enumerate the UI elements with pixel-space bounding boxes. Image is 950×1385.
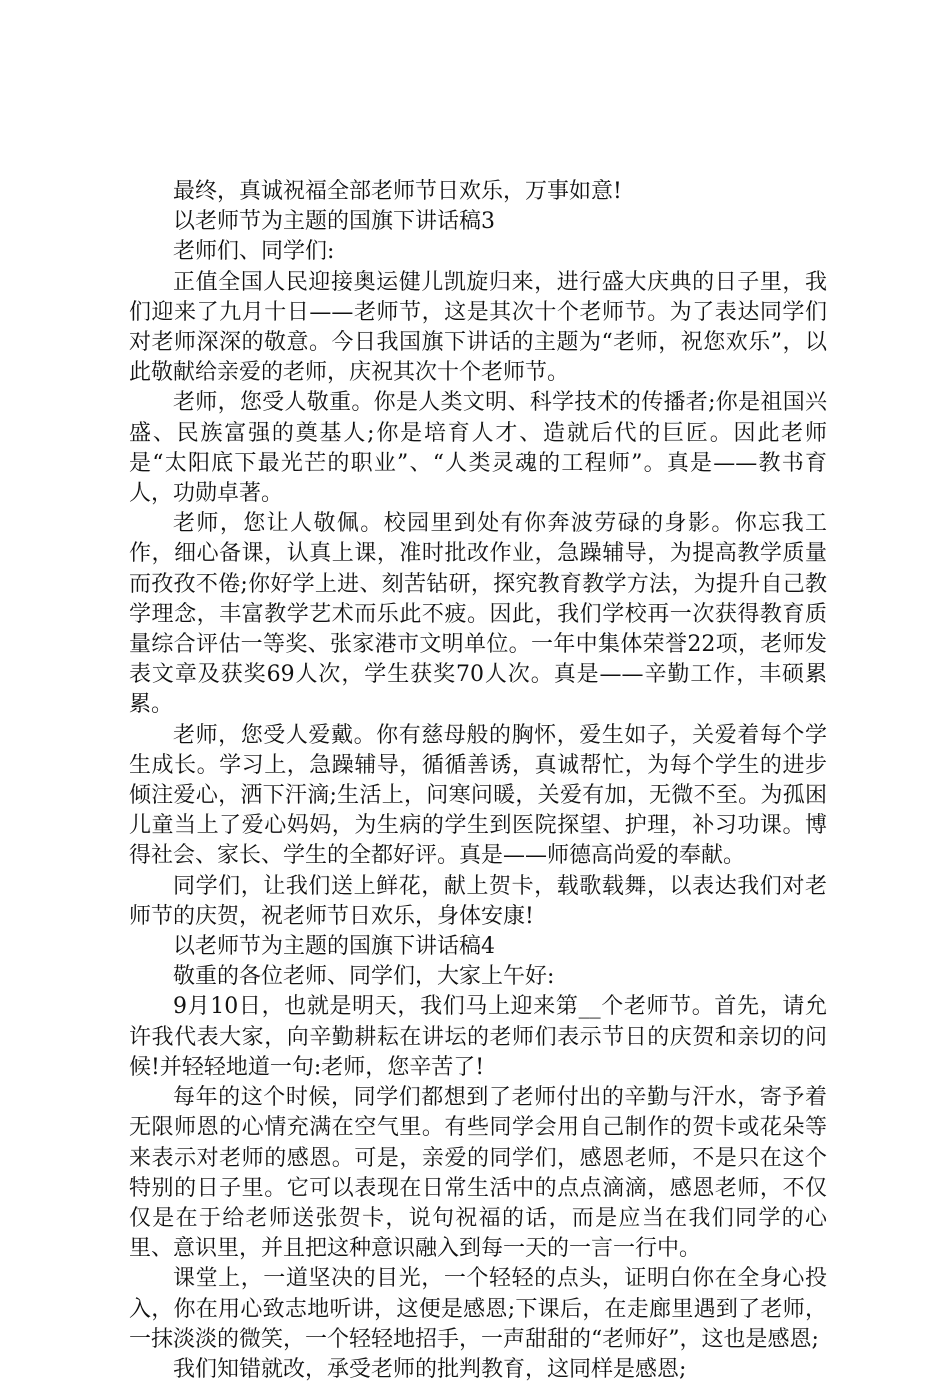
paragraph: 老师，您让人敬佩。校园里到处有你奔波劳碌的身影。你忘我工作，细心备课，认真上课，准时批改作业，急躁辅导，为提高教学质量而孜孜不倦;你好学上进、刻苦钻研，探究教育教学方法，为提升自己教学理念，丰富教学艺术而乐此不疲。因此，我们学校再一次获得教育质量综合评估一等奖、张家港市文明单位。一年中集体荣誉22项，老师发表文章及获奖69人次，学生获奖70人次。真是——辛勤工作，丰硕累累。 <box>129 511 827 718</box>
paragraph: 老师，您受人爱戴。你有慈母般的胸怀，爱生如子，关爱着每个学生成长。学习上，急躁辅导，循循善诱，真诚帮忙，为每个学生的进步倾注爱心，洒下汗滴;生活上，问寒问暖，关爱有加，无微不至。为孤困儿童当上了爱心妈妈，为生病的学生到医院探望、护理，补习功课。博得社会、家长、学生的全都好评。真是——师德高尚爱的奉献。 <box>129 722 827 869</box>
paragraph: 课堂上，一道坚决的目光，一个轻轻的点头，证明白你在全身心投入，你在用心致志地听讲，这便是感恩;下课后，在走廊里遇到了老师，一抹淡淡的微笑，一个轻轻地招手，一声甜甜的“老师好”，这也是感恩; <box>129 1266 827 1352</box>
heading-speech-3: 以老师节为主题的国旗下讲话稿3 <box>173 209 495 235</box>
paragraph: 我们知错就改，承受老师的批判教育，这同样是感恩; <box>173 1356 687 1382</box>
paragraph: 同学们，让我们送上鲜花，献上贺卡，载歌载舞，以表达我们对老师节的庆贺，祝老师节日欢乐，身体安康! <box>129 873 827 929</box>
heading-speech-4: 以老师节为主题的国旗下讲话稿4 <box>173 934 495 960</box>
paragraph: 正值全国人民迎接奥运健儿凯旋归来，进行盛大庆典的日子里，我们迎来了九月十日——老师节，这是其次十个老师节。为了表达同学们对老师深深的敬意。今日我国旗下讲话的主题为“老师，祝您欢乐”，以此敬献给亲爱的老师，庆祝其次十个老师节。 <box>129 269 827 386</box>
paragraph: 9月10日，也就是明天，我们马上迎来第__个老师节。首先，请允许我代表大家，向辛勤耕耘在讲坛的老师们表示节日的庆贺和亲切的问候!并轻轻地道一句:老师，您辛苦了! <box>129 994 827 1080</box>
paragraph: 老师，您受人敬重。你是人类文明、科学技术的传播者;你是祖国兴盛、民族富强的奠基人;你是培育人才、造就后代的巨匠。因此老师是“太阳底下最光芒的职业”、“人类灵魂的工程师”。真是——教书育人，功勋卓著。 <box>129 390 827 507</box>
document-body <box>129 177 827 1385</box>
salutation-speech-4: 敬重的各位老师、同学们，大家上午好: <box>173 964 555 990</box>
paragraph-closing-wish: 最终，真诚祝福全部老师节日欢乐，万事如意! <box>173 179 622 204</box>
paragraph: 每年的这个时候，同学们都想到了老师付出的辛勤与汗水，寄予着无限师恩的心情充满在空气里。有些同学会用自己制作的贺卡或花朵等来表示对老师的感恩。可是，亲爱的同学们，感恩老师，不是只在这个特别的日子里。它可以表现在日常生活中的点点滴滴，感恩老师，不仅仅是在于给老师送张贺卡，说句祝福的话，而是应当在我们同学的心里、意识里，并且把这种意识融入到每一天的一言一行中。 <box>129 1085 827 1262</box>
salutation-speech-3: 老师们、同学们: <box>173 239 335 265</box>
